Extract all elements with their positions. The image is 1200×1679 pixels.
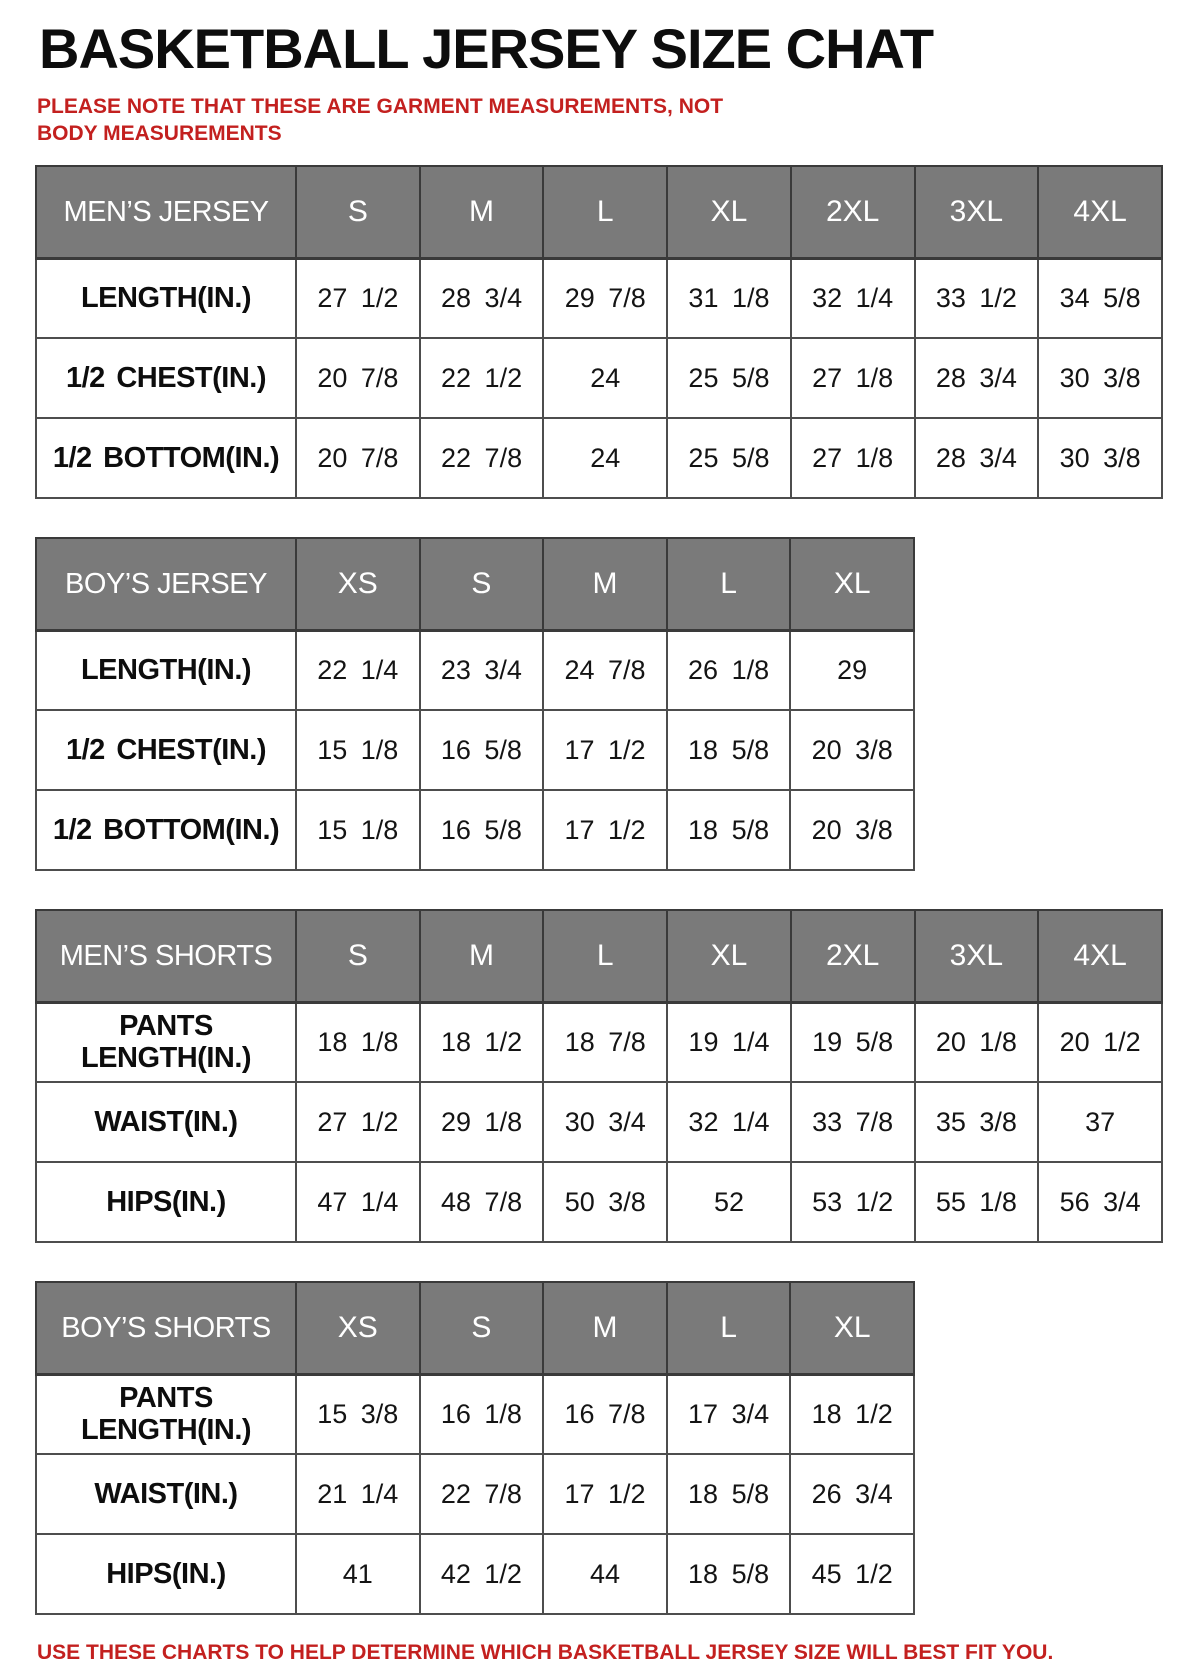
value-cell: 45 1/2 — [790, 1534, 914, 1614]
value-cell: 15 1/8 — [296, 790, 420, 870]
column-header-4xl: 4XL — [1038, 166, 1162, 258]
value-cell: 19 1/4 — [667, 1002, 791, 1082]
column-header-xl: XL — [667, 910, 791, 1002]
value-cell: 28 3/4 — [420, 258, 544, 338]
column-header-xs: XS — [296, 538, 420, 630]
value-cell: 21 1/4 — [296, 1454, 420, 1534]
table-row — [36, 418, 1162, 498]
table-row — [36, 1162, 1162, 1242]
value-cell: 16 5/8 — [420, 790, 544, 870]
value-cell: 20 3/8 — [790, 710, 914, 790]
column-header-4xl: 4XL — [1038, 910, 1162, 1002]
value-cell: 17 3/4 — [667, 1374, 791, 1454]
table-row — [36, 1002, 1162, 1082]
value-cell: 20 1/8 — [915, 1002, 1039, 1082]
value-cell: 50 3/8 — [543, 1162, 667, 1242]
table-row — [36, 710, 914, 790]
table-men-s-jersey — [35, 165, 1163, 499]
value-cell: 25 5/8 — [667, 418, 791, 498]
value-cell: 24 — [543, 338, 667, 418]
value-cell: 18 7/8 — [543, 1002, 667, 1082]
column-header-l: L — [543, 910, 667, 1002]
value-cell: 22 7/8 — [420, 1454, 544, 1534]
value-cell: 16 7/8 — [543, 1374, 667, 1454]
value-cell: 18 5/8 — [667, 1454, 791, 1534]
column-header-xl: XL — [790, 1282, 914, 1374]
value-cell: 37 — [1038, 1082, 1162, 1162]
column-header-2xl: 2XL — [791, 910, 915, 1002]
table-title: BOY’S JERSEY — [36, 538, 296, 630]
value-cell: 26 1/8 — [667, 630, 791, 710]
value-cell: 41 — [296, 1534, 420, 1614]
value-cell: 18 5/8 — [667, 710, 791, 790]
value-cell: 24 — [543, 418, 667, 498]
column-header-s: S — [420, 538, 544, 630]
column-header-s: S — [296, 910, 420, 1002]
row-label: 1/2 CHEST(IN.) — [36, 338, 296, 418]
table-row — [36, 1374, 914, 1454]
value-cell: 18 1/2 — [790, 1374, 914, 1454]
value-cell: 20 1/2 — [1038, 1002, 1162, 1082]
column-header-m: M — [420, 166, 544, 258]
value-cell: 29 — [790, 630, 914, 710]
column-header-m: M — [543, 538, 667, 630]
value-cell: 52 — [667, 1162, 791, 1242]
table-boy-s-shorts — [35, 1281, 915, 1615]
column-header-xs: XS — [296, 1282, 420, 1374]
value-cell: 55 1/8 — [915, 1162, 1039, 1242]
value-cell: 33 7/8 — [791, 1082, 915, 1162]
value-cell: 20 3/8 — [790, 790, 914, 870]
value-cell: 31 1/8 — [667, 258, 791, 338]
value-cell: 34 5/8 — [1038, 258, 1162, 338]
table-row — [36, 790, 914, 870]
value-cell: 18 5/8 — [667, 1534, 791, 1614]
column-header-l: L — [667, 1282, 791, 1374]
column-header-m: M — [420, 910, 544, 1002]
value-cell: 56 3/4 — [1038, 1162, 1162, 1242]
row-label: LENGTH(IN.) — [36, 258, 296, 338]
value-cell: 42 1/2 — [420, 1534, 544, 1614]
row-label: HIPS(IN.) — [36, 1534, 296, 1614]
value-cell: 27 1/2 — [296, 1082, 420, 1162]
header-row — [36, 166, 1162, 258]
value-cell: 24 7/8 — [543, 630, 667, 710]
value-cell: 15 1/8 — [296, 710, 420, 790]
column-header-s: S — [296, 166, 420, 258]
value-cell: 44 — [543, 1534, 667, 1614]
footer-note: USE THESE CHARTS TO HELP DETERMINE WHICH BASKETBALL JERSEY SIZE WILL BEST FIT YOU. — [37, 1641, 1054, 1665]
value-cell: 22 1/2 — [420, 338, 544, 418]
value-cell: 29 7/8 — [543, 258, 667, 338]
value-cell: 20 7/8 — [296, 418, 420, 498]
value-cell: 16 5/8 — [420, 710, 544, 790]
value-cell: 47 1/4 — [296, 1162, 420, 1242]
value-cell: 30 3/8 — [1038, 418, 1162, 498]
tables-area — [35, 165, 1200, 1615]
table-row — [36, 258, 1162, 338]
value-cell: 18 1/2 — [420, 1002, 544, 1082]
value-cell: 28 3/4 — [915, 418, 1039, 498]
value-cell: 32 1/4 — [667, 1082, 791, 1162]
column-header-xl: XL — [667, 166, 791, 258]
value-cell: 25 5/8 — [667, 338, 791, 418]
row-label: WAIST(IN.) — [36, 1454, 296, 1534]
column-header-l: L — [543, 166, 667, 258]
column-header-s: S — [420, 1282, 544, 1374]
value-cell: 30 3/4 — [543, 1082, 667, 1162]
table-men-s-shorts — [35, 909, 1163, 1243]
page-title: BASKETBALL JERSEY SIZE CHAT — [39, 17, 934, 80]
row-label: WAIST(IN.) — [36, 1082, 296, 1162]
table-row — [36, 1082, 1162, 1162]
value-cell: 16 1/8 — [420, 1374, 544, 1454]
row-label: PANTS LENGTH(IN.) — [36, 1374, 296, 1454]
value-cell: 35 3/8 — [915, 1082, 1039, 1162]
value-cell: 23 3/4 — [420, 630, 544, 710]
table-row — [36, 1534, 914, 1614]
row-label: 1/2 BOTTOM(IN.) — [36, 790, 296, 870]
table-boy-s-jersey — [35, 537, 915, 871]
column-header-m: M — [543, 1282, 667, 1374]
value-cell: 17 1/2 — [543, 710, 667, 790]
table-title: BOY’S SHORTS — [36, 1282, 296, 1374]
column-header-3xl: 3XL — [915, 166, 1039, 258]
value-cell: 18 5/8 — [667, 790, 791, 870]
header-row — [36, 910, 1162, 1002]
value-cell: 22 7/8 — [420, 418, 544, 498]
value-cell: 20 7/8 — [296, 338, 420, 418]
value-cell: 27 1/8 — [791, 338, 915, 418]
value-cell: 19 5/8 — [791, 1002, 915, 1082]
value-cell: 48 7/8 — [420, 1162, 544, 1242]
value-cell: 33 1/2 — [915, 258, 1039, 338]
header-row — [36, 538, 914, 630]
value-cell: 53 1/2 — [791, 1162, 915, 1242]
row-label: 1/2 CHEST(IN.) — [36, 710, 296, 790]
value-cell: 18 1/8 — [296, 1002, 420, 1082]
value-cell: 27 1/2 — [296, 258, 420, 338]
garment-measurement-note: PLEASE NOTE THAT THESE ARE GARMENT MEASUREMENTS, NOT BODY MEASUREMENTS — [37, 94, 724, 146]
table-title: MEN’S JERSEY — [36, 166, 296, 258]
value-cell: 27 1/8 — [791, 418, 915, 498]
table-row — [36, 630, 914, 710]
row-label: HIPS(IN.) — [36, 1162, 296, 1242]
column-header-3xl: 3XL — [915, 910, 1039, 1002]
value-cell: 32 1/4 — [791, 258, 915, 338]
column-header-2xl: 2XL — [791, 166, 915, 258]
value-cell: 17 1/2 — [543, 790, 667, 870]
value-cell: 15 3/8 — [296, 1374, 420, 1454]
header-row — [36, 1282, 914, 1374]
value-cell: 22 1/4 — [296, 630, 420, 710]
column-header-l: L — [667, 538, 791, 630]
value-cell: 17 1/2 — [543, 1454, 667, 1534]
value-cell: 30 3/8 — [1038, 338, 1162, 418]
value-cell: 26 3/4 — [790, 1454, 914, 1534]
value-cell: 28 3/4 — [915, 338, 1039, 418]
table-title: MEN’S SHORTS — [36, 910, 296, 1002]
row-label: LENGTH(IN.) — [36, 630, 296, 710]
column-header-xl: XL — [790, 538, 914, 630]
row-label: PANTS LENGTH(IN.) — [36, 1002, 296, 1082]
value-cell: 29 1/8 — [420, 1082, 544, 1162]
table-row — [36, 1454, 914, 1534]
row-label: 1/2 BOTTOM(IN.) — [36, 418, 296, 498]
table-row — [36, 338, 1162, 418]
